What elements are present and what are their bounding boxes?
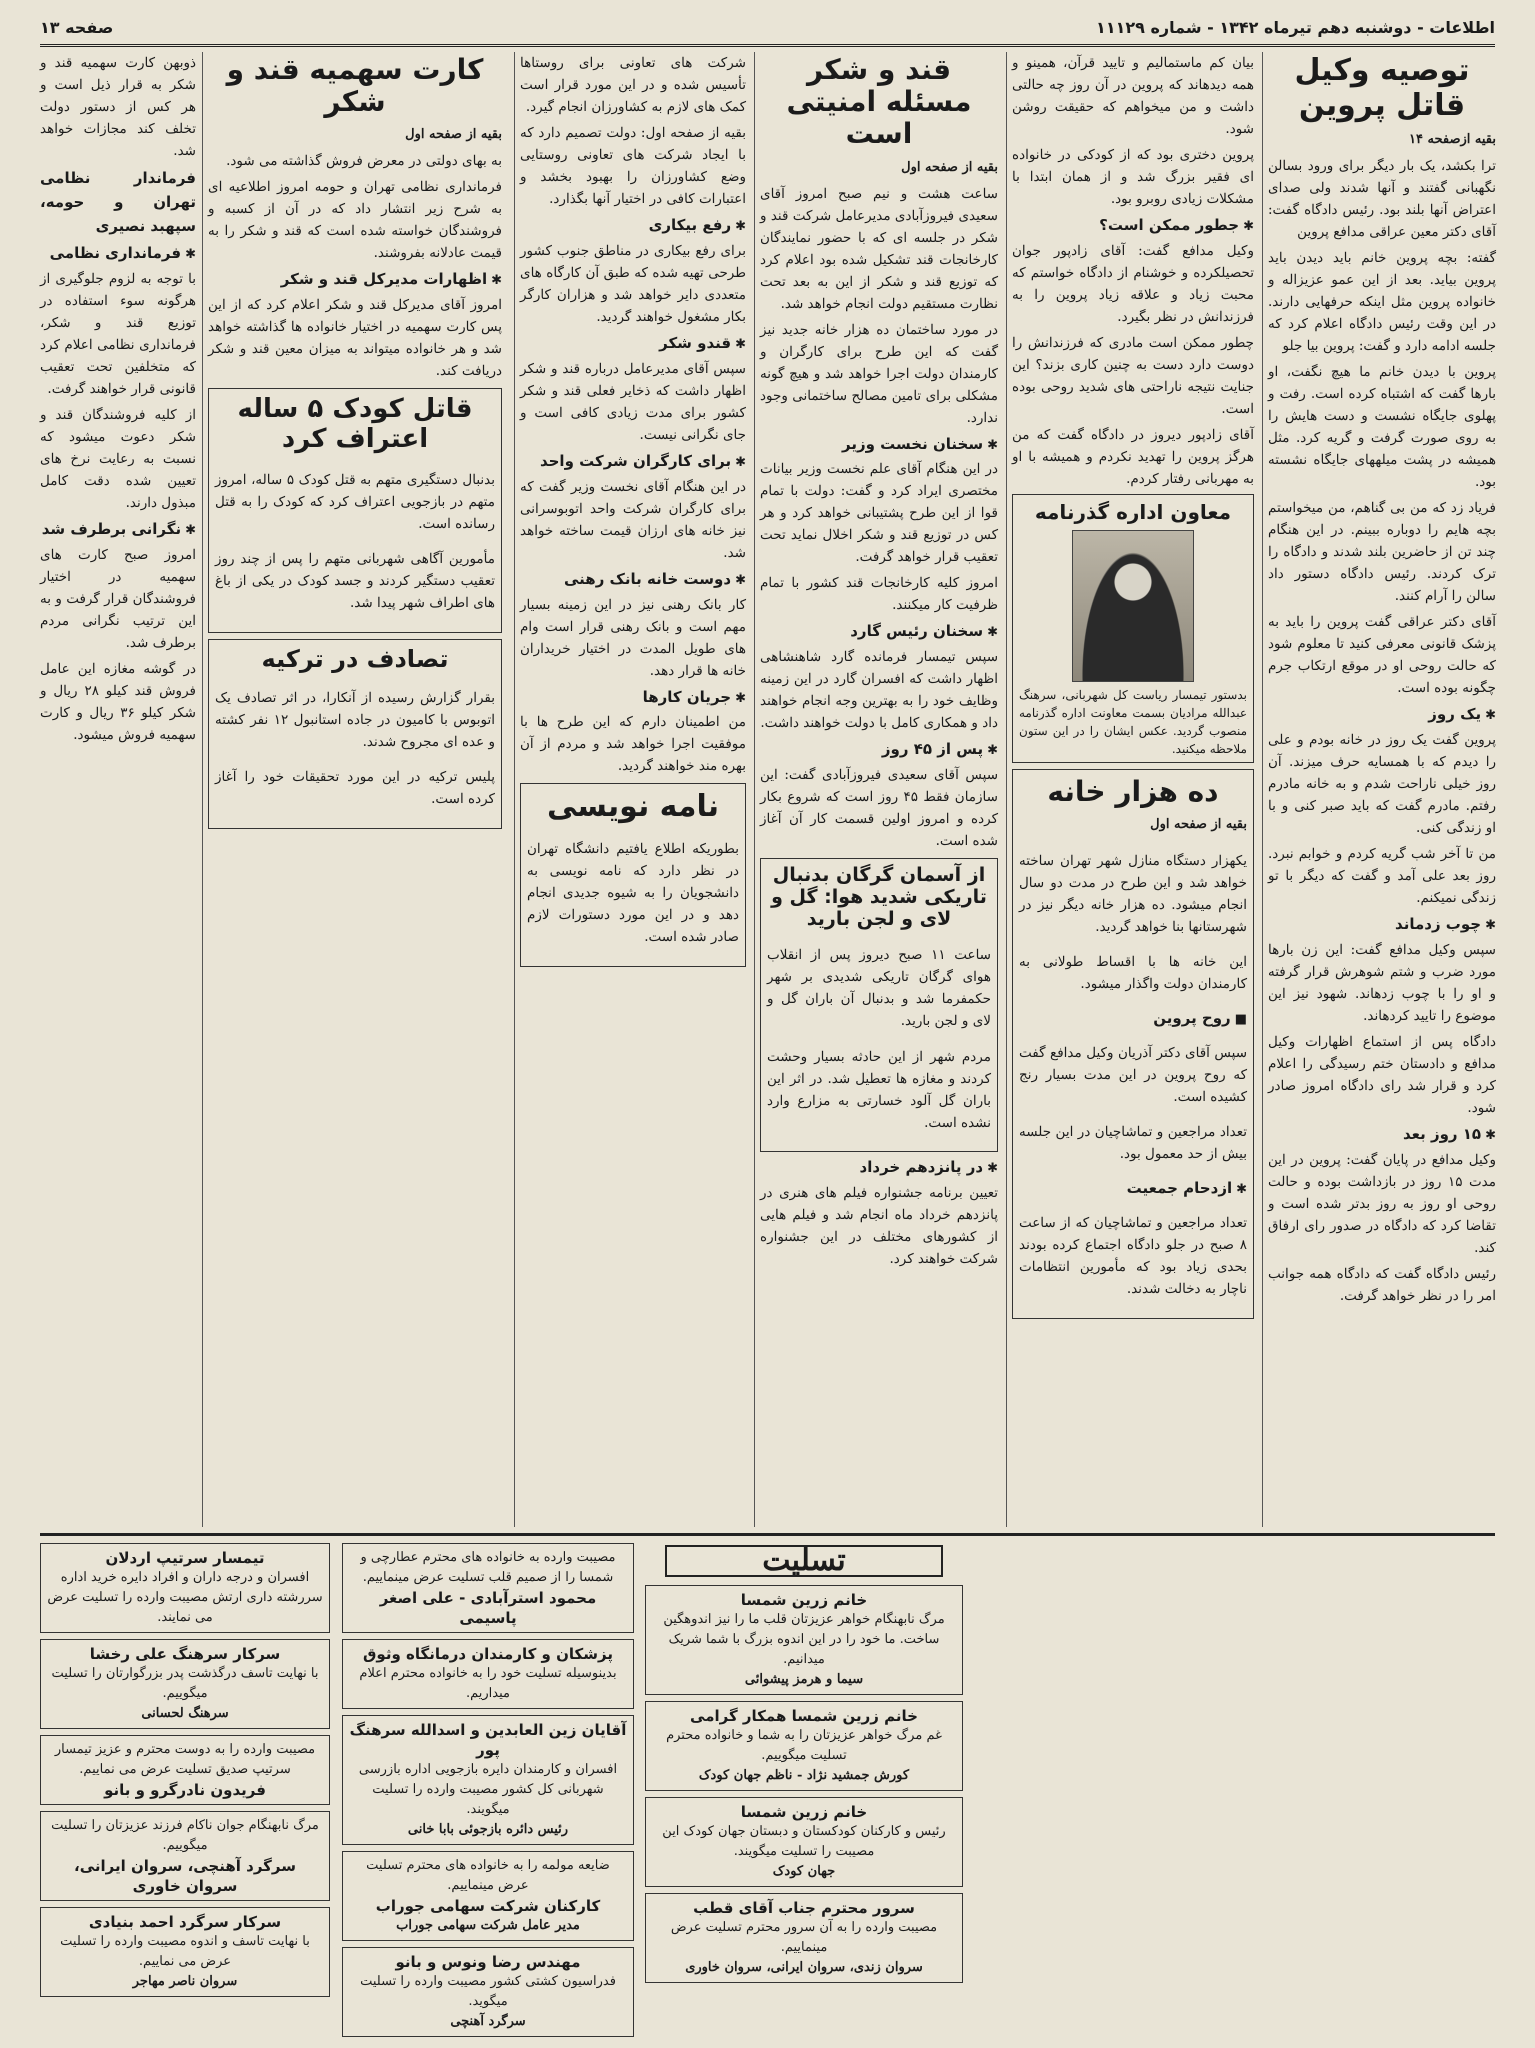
condolence-notice: سرکار سرهنگ علی رخشا با نهایت تاسف درگذشت پدر بزرگوارتان را تسلیت میگوییم. سرهنگ لحسانی [40, 1639, 330, 1729]
subheading: ✱۱۵ روز بعد [1402, 1124, 1496, 1143]
star-icon: ✱ [735, 336, 746, 352]
paragraph: این خانه ها با اقساط طولانی به کارمندان دولت واگذار میشود. [1019, 954, 1247, 993]
paragraph: بقرار گزارش رسیده از آنکارا، در اثر تصادف یک اتوبوس با کامیون در جاده استانبول ۱۲ نفر کشته و عده ای مجروح شدند. [215, 689, 496, 750]
column-2 [1012, 52, 1254, 1527]
star-icon: ✱ [491, 273, 502, 289]
issue-info: اطلاعات - دوشنبه دهم تیرماه ۱۳۴۲ - شماره ۱۱۱۲۹ [1096, 17, 1495, 37]
condolence-notice: مهندس رضا ونوس و بانو فدراسیون کشتی کشور مصیبت وارده را تسلیت میگوید. سرگرد آهنچی [342, 1947, 634, 2037]
box-letter-writing [520, 783, 746, 967]
paragraph: سپس آقای دکتر آذریان وکیل مدافع گفت که روح پروین در این مدت بسیار رنج کشیده است. [1019, 1044, 1247, 1105]
paragraph: امروز آقای مدیرکل قند و شکر اعلام کرد که از این پس کارت سهمیه در اختیار خانواده ها گذاشته خواهد شد و هر خانواده میتواند به میزان معین قند و شکر دریافت کند. [208, 297, 502, 380]
condolence-notice: خانم زرین شمسا همکار گرامی غم مرگ خواهر عزیزتان را به شما و خانواده محترم تسلیت میگوییم. کورش جمشید نژاد - ناظم جهان کودک [645, 1701, 963, 1791]
paragraph: سپس آقای مدیرعامل درباره قند و شکر اظهار داشت که ذخایر فعلی قند و شکر کشور برای مدت زیادی کافی است و جای نگرانی نیست. [520, 360, 746, 443]
headline-sugar-security: قند و شکر مسئله امنیتی است [786, 53, 972, 151]
paragraph: پروین دختری بود که از کودکی در خانواده ای فقیر بزرگ شد و از همان ابتدا با مشکلات زیادی روبرو بود. [1012, 147, 1254, 207]
continuation-note: بقیه از صفحه اول [405, 127, 502, 143]
portrait-photo [1072, 530, 1194, 682]
condolence-notice: ضایعه مولمه را به خانواده های محترم تسلیت عرض مینماییم. کارکنان شرکت سهامی جوراب مدیر عامل شرکت سهامی جوراب [342, 1851, 634, 1941]
condolence-notice: پزشکان و کارمندان درمانگاه وثوق بدینوسیله تسلیت خود را به خانواده محترم اعلام میداریم. [342, 1639, 634, 1709]
paragraph: ساعت هشت و نیم صبح امروز آقای سعیدی فیروزآبادی مدیرعامل شرکت قند و شکر در جلسه ای که با حضور نمایندگان کارخانجات قند تشکیل شده بود اعلام کرد که توزیع قند و شکر از این به بعد تحت نظارت مستقیم دولت انجام خواهد شد. [760, 185, 998, 312]
column-1 [1268, 52, 1496, 1527]
star-icon: ✱ [1485, 917, 1496, 933]
square-icon: ■ [1234, 1011, 1247, 1027]
column-rule [1262, 52, 1263, 1527]
box-title: نامه نویسی [547, 789, 719, 825]
star-icon: ✱ [1243, 219, 1254, 234]
photo-box-title: معاون اداره گذرنامه [1034, 499, 1232, 524]
article-festival [760, 1158, 998, 1270]
page-number: صفحه ۱۳ [40, 17, 114, 37]
box-ten-thousand-houses [1012, 769, 1254, 1319]
paragraph: به بهای دولتی در معرض فروش گذاشته می شود. [226, 153, 502, 170]
paragraph: بطوریکه اطلاع یافتیم دانشگاه تهران در نظر دارد که نامه نویسی به دانشجویان را به شیوه جدیدی انجام دهد و در این مورد دستورات لازم صادر شده است. [527, 841, 739, 946]
paragraph: دادگاه پس از استماع اظهارات وکیل مدافع و دادستان ختم رسیدگی را اعلام کرد و قرار شد رای دادگاه امروز صادر شود. [1268, 1033, 1496, 1116]
section-rule [40, 1533, 1495, 1536]
paragraph: سپس آقای سعیدی فیروزآبادی گفت: این سازمان فقط ۴۵ روز است که شروع بکار کرده و امروز اولین قسمت کار آن آغاز شده است. [760, 767, 998, 850]
paragraph: من اطمینان دارم که این طرح ها با موفقیت اجرا خواهد شد و مردم از آن بهره مند خواهند گردید. [520, 714, 746, 775]
star-icon: ✱ [735, 454, 746, 470]
star-icon: ✱ [987, 743, 998, 759]
star-icon: ✱ [185, 247, 196, 262]
subheading: ✱فرمانداری نظامی [49, 244, 196, 262]
star-icon: ✱ [735, 690, 746, 706]
box-gorgan-mud-rain [760, 858, 998, 1152]
condolence-notice: خانم زرین شمسا رئیس و کارکنان کودکستان و دبستان جهان کودک این مصیبت را تسلیت میگویند. جهان کودک [645, 1797, 963, 1887]
paragraph: با توجه به لزوم جلوگیری از هرگونه سوء استفاده در توزیع قند و شکر، فرمانداری نظامی اعلام کرد که متخلفین تحت تعقیب قانونی قرار خواهند گرفت. [40, 270, 196, 397]
condolence-notice: مرگ نابهنگام جوان ناکام فرزند عزیزتان را تسلیت میگوییم. سرگرد آهنچی، سروان ایرانی، سروان خاوری [40, 1811, 330, 1901]
continuation-note: بقیه از صفحه اول [901, 159, 998, 175]
condolence-notice: مصیبت وارده را به دوست محترم و عزیز تیمسار سرتیپ صدیق تسلیت عرض می نماییم. فریدون نادرگرو و بانو [40, 1735, 330, 1805]
paragraph: ترا بکشد، یک بار دیگر برای ورود بسالن نگهبانی گفتند و آنها شدند ولی صدای اعتراض آنها بلند بود. رئیس دادگاه گفت: آقای دکتر معین عراقی مدافع پروین [1268, 158, 1496, 240]
box-turkey-accident [208, 639, 502, 829]
article-lawyer-advice [1268, 155, 1496, 1307]
paragraph: تعداد مراجعین و تماشاچیان در این جلسه بیش از حد معمول بود. [1019, 1124, 1247, 1163]
paragraph: آقای زادپور دیروز در دادگاه گفت که من هرگز پروین را تهدید نکردم و همیشه با او به مهربانی رفتار کردم. [1012, 426, 1254, 487]
subheading: ✱رفع بیکاری [648, 216, 746, 234]
paragraph: بیان کم ماستمالیم و تایید قرآن، همینو و همه دیدهاند که پروین در آن روز چه حالتی داشت و من میخواهم که حقیقت روشن شود. [1012, 55, 1254, 137]
column-rule [1006, 52, 1007, 1527]
subheading: ✱جریان کارها [642, 687, 746, 706]
paragraph: مأمورین آگاهی شهربانی متهم را پس از چند روز تعقیب دستگیر کردند و جسد کودک در یکی از باغ های اطراف شهر پیدا شد. [215, 551, 495, 612]
condolence-column-3 [40, 1543, 330, 1989]
paragraph: مردم شهر از این حادثه بسیار وحشت کردند و مغازه ها تعطیل شد. در اثر این باران گل آلود خسارتی به مزارع وارد نشده است. [767, 1048, 991, 1131]
column-rule [754, 52, 755, 1527]
star-icon: ✱ [987, 437, 998, 453]
star-icon: ✱ [735, 572, 746, 588]
column-5 [208, 52, 502, 1527]
photo-box-passport-deputy [1012, 494, 1254, 763]
star-icon: ✱ [987, 625, 998, 641]
paragraph: کار بانک رهنی نیز در این زمینه بسیار مهم است و بانک رهنی قرار است وام های طویل المدت در اختیار خریداران خانه ها قرار دهد. [520, 596, 746, 679]
subheading: ✱چوب زدماند [1395, 914, 1496, 933]
column-4 [520, 52, 746, 1527]
subheading: ✱اظهارات مدیرکل قند و شکر [280, 270, 502, 289]
star-icon: ✱ [987, 1161, 998, 1177]
star-icon: ✱ [1485, 1127, 1496, 1143]
paragraph: من تا آخر شب گریه کردم و خوابم نبرد. روز بعد علی آمد و گفت که دیگر با تو زندگی نمیکنم. [1268, 845, 1496, 906]
box-title: ده هزار خانه [1047, 774, 1219, 808]
star-icon: ✱ [1485, 708, 1496, 723]
condolence-notice: خانم زرین شمسا مرگ نابهنگام خواهر عزیزتان قلب ما را نیز اندوهگین ساخت. ما خود را در این اندوه بزرگ با شما شریک میدانیم. سیما و هرمز پیشوائی [645, 1585, 963, 1695]
continuation-note: بقیه از صفحه اول [1150, 817, 1247, 833]
paragraph: ساعت ۱۱ صبح دیروز پس از انقلاب هوای گرگان تاریکی شدیدی بر شهر حکمفرما شد و بدنبال آن باران گل و لای و لجن بارید. [767, 947, 991, 1030]
star-icon: ✱ [1236, 1181, 1247, 1197]
paragraph: پروین گفت یک روز در خانه بودم و علی را دیدم که با همسایه حرف میزند. آن روز خیلی ناراحت شدم و به خانه مادرم رفتم. مادرم گفت که باید صبر کنی و با او زندگی کنی. [1268, 731, 1496, 836]
condolence-column-2 [342, 1543, 634, 2029]
article-continued [1012, 52, 1254, 490]
paragraph: فریاد زد که من بی گناهم، من میخواستم بچه هایم را دوباره ببینم. در این هنگام چند تن از حاضرین بلند شدند و دادگاه را ترک کردند. رئیس دادگاه دستور داد سالن را آرام کنند. [1268, 500, 1496, 604]
paragraph: شرکت های تعاونی برای روستاها تأسیس شده و در این مورد قرار است کمک های لازم به کشاورزان انجام گیرد. [520, 55, 746, 115]
paragraph: وکیل مدافع گفت: آقای زادپور جوان تحصیلکرده و خوشنام از دادگاه خواستم که محبت زیاد و علاقه زیاد پروین را به فرزندانش در نظر بگیرد. [1012, 242, 1254, 325]
subheading: ✱در پانزدهم خرداد [859, 1158, 998, 1177]
column-rule [202, 52, 203, 1527]
paragraph: وکیل مدافع در پایان گفت: پروین در این مدت ۱۵ روز در بازداشت بوده و حالت روحی او روز به روز بدتر شده است و تقاضا کرد که دادگاه در صدور رای ارفاق کند. [1268, 1151, 1496, 1256]
condolence-notice: سرور محترم جناب آقای قطب مصیبت وارده را به آن سرور محترم تسلیت عرض مینماییم. سروان زندی، سروان ایرانی، سروان خاوری [645, 1893, 963, 1983]
paragraph: پروین با دیدن خانم ما هیچ نگفت، او بارها گفت که اشتباه کرده است. رفت و پهلوی جایگاه نشست و دست هایش را به روی صورت گرفت و گریه کرد. مثل همیشه در پشت میلههای جایگاه نشسته بود. [1268, 364, 1496, 490]
paragraph: در مورد ساختمان ده هزار خانه جدید نیز گفت که این طرح برای کارگران و کارمندان دولت اجرا خواهد شد و هیچ گونه مشکلی برای تامین مصالح ساختمانی وجود ندارد. [760, 321, 998, 426]
box-title: تصادف در ترکیه [261, 644, 449, 673]
paragraph: بدنبال دستگیری متهم به قتل کودک ۵ ساله، امروز متهم در بازجویی اعتراف کرد که کودک را به قتل رسانده است. [215, 471, 495, 532]
paragraph: بقیه از صفحه اول: دولت تصمیم دارد که با ایجاد شرکت های تعاونی روستایی وضع کشاورزان را بهبود بخشد و اعتبارات کافی در اختیار آنها بگذارد. [520, 125, 746, 207]
star-icon: ✱ [185, 522, 196, 538]
paragraph: یکهزار دستگاه منازل شهر تهران ساخته خواهد شد و این طرح در مدت دو سال انجام میشود. ده هزار خانه دیگر نیز در شهرستانها بنا خواهد گردید. [1019, 852, 1247, 935]
subheading: ■روح پروین [1153, 1008, 1247, 1027]
box-title: از آسمان گرگان بدنبال تاریکی شدید هوا: گل و لای و لجن بارید [771, 864, 987, 930]
subheading: ✱یک روز [1428, 705, 1496, 723]
paragraph: سپس تیمسار فرمانده گارد شاهنشاهی اظهار داشت که افسران گارد در این زمینه وظایف خود را به بهترین وجه انجام خواهند داد و همکاری کامل با دولت خواهند داشت. [760, 649, 998, 732]
paragraph: سپس وکیل مدافع گفت: این زن بارها مورد ضرب و شتم شوهرش قرار گرفته و او را با چوب زدهاند. شهود نیز این موضوع را تایید کردهاند. [1268, 941, 1496, 1024]
paragraph: آقای دکتر عراقی گفت پروین را باید به پزشک قانونی معرفی کنید تا معلوم شود که حالت روحی او در موقع ارتکاب جرم چگونه بوده است. [1268, 614, 1496, 696]
condolence-title: تسلیت [665, 1545, 943, 1577]
paragraph: تعداد مراجعین و تماشاچیان که از ساعت ۸ صبح در جلو دادگاه اجتماع کرده بودند بحدی زیاد بود که مأمورین انتظامات ناچار به دخالت شدند. [1019, 1215, 1247, 1298]
paragraph: برای رفع بیکاری در مناطق جنوب کشور طرحی تهیه شده که طبق آن کارگاه های متعددی دایر خواهد شد و هزاران کارگر بکار مشغول خواهند گردید. [520, 242, 746, 325]
subheading: ✱برای کارگران شرکت واحد [539, 451, 746, 470]
subheading: ✱جطور ممکن است؟ [1099, 216, 1254, 234]
paragraph: ذوبهن کارت سهمیه قند و شکر به قرار ذیل است و هر کس از دستور دولت تخلف کند مجازات خواهد شد. [40, 55, 196, 159]
paragraph: امروز کلیه کارخانجات قند کشور با تمام ظرفیت کار میکنند. [760, 575, 998, 614]
condolence-notice: مصیبت وارده به خانواده های محترم عطارچی و شمسا را از صمیم قلب تسلیت عرض مینماییم. محمود استرآبادی - علی اصغر پاسیمی [342, 1543, 634, 1633]
subheading: ✱ازدحام جمعیت [1126, 1178, 1247, 1197]
masthead [40, 14, 1495, 40]
paragraph: فرماندار نظامی تهران و حومه، سپهبد نصیری [40, 169, 196, 235]
paragraph: تعیین برنامه جشنواره فیلم های هنری در پانزدهم خرداد ماه انجام شد و فیلم هایی از کشورهای مختلف در این جشنواره شرکت خواهند کرد. [760, 1185, 998, 1268]
paragraph: پلیس ترکیه در این مورد تحقیقات خود را آغاز کرده است. [215, 769, 495, 808]
condolence-notice: آقایان زین العابدین و اسدالله سرهنگ پور افسران و کارمندان دایره بازجویی اداره بازرسی شهربانی کل کشور مصیبت وارده را تسلیت میگویند. رئیس دائره بازجوئی بابا خانی [342, 1715, 634, 1845]
paragraph: چطور ممکن است مادری که فرزندانش را دوست دارد دست به چنین کاری بزند؟ این جنایت نتیجه ناراحتی های شدید روحی بوده است. [1012, 334, 1254, 417]
condolence-notice: تیمسار سرتیپ اردلان افسران و درجه داران و افراد دایره خرید اداره سررشته داری ارتش مصیبت وارده را تسلیت عرض می نمایند. [40, 1543, 330, 1633]
headline-lawyer-advice: توصیه وکیل قاتل پروین [1294, 53, 1470, 123]
paragraph: در این هنگام آقای علم نخست وزیر بیانات مختصری ایراد کرد و گفت: دولت با تمام قوا از این طرح پشتیبانی خواهد کرد و هر کس در توزیع قند و شکر اخلال نماید تحت تعقیب قرار خواهد گرفت. [760, 461, 998, 566]
subheading: ✱دوست خانه بانک رهنی [564, 569, 746, 588]
subheading: ✱سخنان نخست وزیر [842, 434, 998, 453]
photo-caption: بدستور تیمسار ریاست کل شهربانی، سرهنگ عبدالله مرادیان بسمت معاونت اداره گذرنامه منصوب گردید. عکس ایشان را در این ستون ملاحظه میکنید. [1019, 687, 1247, 756]
paragraph: گفته: بچه پروین خانم باید دیدن باید پروین بیاید. بعد از این عمو عزیزاله و خانواده پروین مثل اینکه حرفهایی دارند. در این وقت رئیس دادگاه اعلام کرد که جلسه ادامه دارد و گفت: پروین بیا جلو [1268, 250, 1496, 354]
subheading: ✱پس از ۴۵ روز [881, 740, 998, 759]
subheading: ✱سخنان رئیس گارد [850, 622, 998, 641]
paragraph: امروز صبح کارت های سهمیه در اختیار فروشندگان قرار گرفت و به این ترتیب نگرانی مردم برطرف شد. [40, 546, 196, 651]
condolence-notice: سرکار سرگرد احمد بنیادی با نهایت تاسف و اندوه مصیبت وارده را تسلیت عرض می نماییم. سروان ناصر مهاجر [40, 1907, 330, 1997]
subheading: ✱قندو شکر [659, 333, 746, 352]
box-child-murderer [208, 388, 502, 632]
article-sugar-security [760, 183, 998, 853]
column-6 [40, 52, 196, 1527]
paragraph: فرمانداری نظامی تهران و حومه امروز اطلاعیه ای به شرح زیر انتشار داد که در آن از کسبه و فروشندگان خواسته شده است که قند و شکر را به قیمت عادلانه بفروشند. [208, 179, 502, 262]
star-icon: ✱ [735, 219, 746, 234]
column-rule [514, 52, 515, 1527]
subheading: ✱نگرانی برطرف شد [41, 519, 196, 538]
condolence-column-1 [645, 1543, 963, 1983]
paragraph: در این هنگام آقای نخست وزیر گفت که برای کارگران شرکت واحد اتوبوسرانی نیز خانه های ارزان قیمت ساخته خواهد شد. [520, 478, 746, 561]
box-title: قاتل کودک ۵ ساله اعتراف کرد [237, 394, 473, 455]
headline-sugar-card: کارت سهمیه قند و شکر [226, 53, 484, 119]
paragraph: از کلیه فروشندگان قند و شکر دعوت میشود که نسبت به رعایت نرخ های تعیین شده دقت کامل مبذول دارند. [40, 406, 196, 511]
paragraph: رئیس دادگاه گفت که دادگاه همه جوانب امر را در نظر خواهد گرفت. [1268, 1265, 1496, 1304]
continuation-note: بقیه ازصفحه ۱۴ [1409, 132, 1496, 147]
masthead-rule [40, 44, 1495, 47]
article-cooperatives [520, 52, 746, 777]
column-3 [760, 52, 998, 1527]
article-sugar-card [208, 150, 502, 382]
paragraph: در گوشه مغازه این عامل فروش قند کیلو ۲۸ ریال و شکر کیلو ۳۶ ریال و کارت سهمیه فروش میشود. [40, 660, 196, 743]
article-martial-law [40, 52, 196, 746]
